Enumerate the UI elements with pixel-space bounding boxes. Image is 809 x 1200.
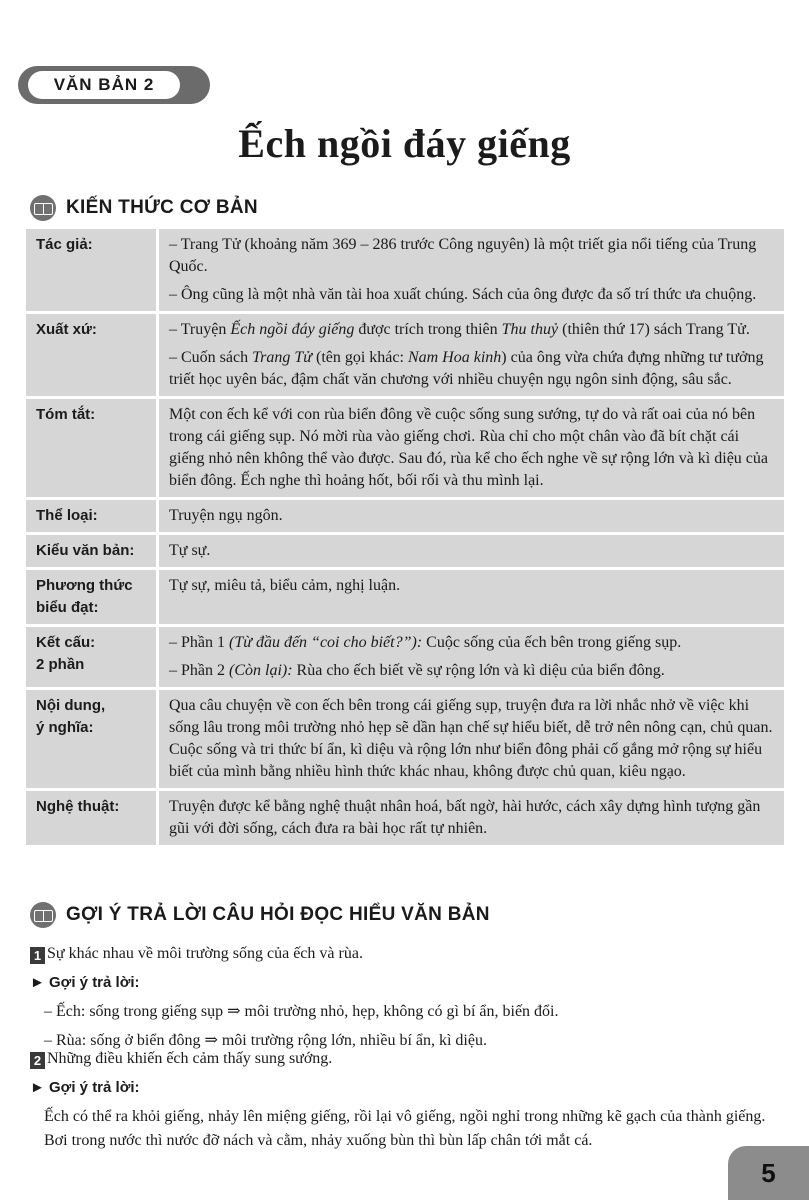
row-text: Tự sự. [169, 542, 211, 559]
row-text: – Cuốn sách Trang Tử (tên gọi khác: Nam Hoa kinh) của ông vừa chứa đựng những tư tưởng triết học uyên bác, đậm chất văn chương với nhiều chuyện ngụ ngôn sinh động, sâu sắc. [169, 349, 764, 388]
answer-line: Ếch có thể ra khỏi giếng, nhảy lên miệng giếng, rồi lại vô giếng, ngồi nghỉ trong những kẽ gạch của thành giếng. Bơi trong nước thì nước đỡ nách và cằm, nhảy xuống bùn thì bùn lấp chân tới mắt cá. [44, 1108, 766, 1149]
row-content [159, 791, 784, 845]
row-text: – Truyện Ếch ngồi đáy giếng được trích trong thiên Thu thuỷ (thiên thứ 17) sách Trang Tử. [169, 321, 750, 338]
question-2 [30, 1047, 775, 1158]
knowledge-table [26, 226, 784, 848]
table-row [26, 627, 784, 687]
row-text: Một con ếch kể với con rùa biển đông về cuộc sống sung sướng, tự do và rất oai của nó bên trong cái giếng sụp. Nó mời rùa vào giếng chơi. Rùa chỉ cho một chân vào đã bít chặt cái giếng nhỏ nên không thể vào được. Sau đó, rùa kể cho ếch nghe về sự rộng lớn và kì diệu của biển đông. Ếch nghe thì hoảng hốt, bối rối và thu mình lại. [169, 406, 768, 489]
row-content [159, 627, 784, 687]
row-content [159, 690, 784, 788]
row-label: Tóm tắt: [26, 399, 159, 497]
row-content [159, 500, 784, 532]
row-content [159, 229, 784, 311]
row-text: Truyện ngụ ngôn. [169, 507, 283, 524]
table-row [26, 535, 784, 567]
row-label: Kiểu văn bản: [26, 535, 159, 567]
row-label: Xuất xứ: [26, 314, 159, 396]
hint-label: ► Gợi ý trả lời: [30, 1079, 140, 1096]
section-title: GỢI Ý TRẢ LỜI CÂU HỎI ĐỌC HIỂU VĂN BẢN [66, 904, 490, 925]
row-label: Kết cấu: 2 phần [26, 627, 159, 687]
row-text: Truyện được kể bằng nghệ thuật nhân hoá, bất ngờ, hài hước, cách xây dựng hình tượng gần gũi với đời sống, cách đưa ra bài học rất tự nhiên. [169, 798, 761, 837]
table-row [26, 229, 784, 311]
row-content [159, 399, 784, 497]
page-title: Ếch ngồi đáy giếng [238, 121, 571, 166]
answer-line: – Rùa: sống ở biển đông ⇒ môi trường rộng lớn, nhiều bí ẩn, kì diệu. [44, 1032, 487, 1049]
row-label: Nghệ thuật: [26, 791, 159, 845]
row-label: Tác giả: [26, 229, 159, 311]
row-text: Qua câu chuyện về con ếch bên trong cái giếng sụp, truyện đưa ra lời nhắc nhở về việc khi sống lâu trong môi trường nhỏ hẹp sẽ dần hạn chế sự hiểu biết, dễ trở nên nông cạn, chủ quan. Cuộc sống và tri thức bí ẩn, kì diệu và rộng lớn như biển đông phải cố gắng mở rộng sự hiểu biết của mình bằng nhiều hình thức khác nhau, không được chủ quan, kiêu ngạo. [169, 697, 773, 780]
row-label: Nội dung, ý nghĩa: [26, 690, 159, 788]
question-number: 1 [30, 947, 45, 964]
row-text: Tự sự, miêu tả, biểu cảm, nghị luận. [169, 577, 401, 594]
question-text: 2 Những điều khiến ếch cảm thấy sung sướng. [30, 1047, 775, 1071]
table-row [26, 690, 784, 788]
table-row [26, 791, 784, 845]
row-content [159, 535, 784, 567]
row-text: – Ông cũng là một nhà văn tài hoa xuất chúng. Sách của ông được đa số trí thức ưa chuộng. [169, 286, 757, 303]
hint-label: ► Gợi ý trả lời: [30, 974, 140, 991]
row-text: – Trang Tử (khoảng năm 369 – 286 trước Công nguyên) là một triết gia nổi tiếng của Trung Quốc. [169, 236, 757, 275]
section-badge [18, 66, 210, 104]
section-heading-answers [30, 900, 490, 930]
answer-line: – Ếch: sống trong giếng sụp ⇒ môi trường nhỏ, hẹp, không có gì bí ẩn, biến đổi. [44, 1003, 559, 1020]
section-badge-label: VĂN BẢN 2 [28, 71, 180, 99]
row-content [159, 570, 784, 624]
table-row [26, 570, 784, 624]
row-label: Thể loại: [26, 500, 159, 532]
row-content [159, 314, 784, 396]
row-label: Phương thức biểu đạt: [26, 570, 159, 624]
book-icon [30, 902, 56, 928]
question-1 [30, 942, 775, 1058]
section-heading-knowledge [30, 193, 258, 223]
row-text: – Phần 1 (Từ đầu đến “coi cho biết?”): Cuộc sống của ếch bên trong giếng sụp. [169, 634, 682, 651]
book-icon [30, 195, 56, 221]
question-text: 1 Sự khác nhau về môi trường sống của ếch và rùa. [30, 942, 775, 966]
page-number: 5 [728, 1146, 809, 1200]
row-text: – Phần 2 (Còn lại): Rùa cho ếch biết về sự rộng lớn và kì diệu của biển đông. [169, 662, 665, 679]
section-title: KIẾN THỨC CƠ BẢN [66, 197, 258, 218]
table-row [26, 399, 784, 497]
table-row [26, 500, 784, 532]
question-number: 2 [30, 1052, 45, 1069]
table-row [26, 314, 784, 396]
